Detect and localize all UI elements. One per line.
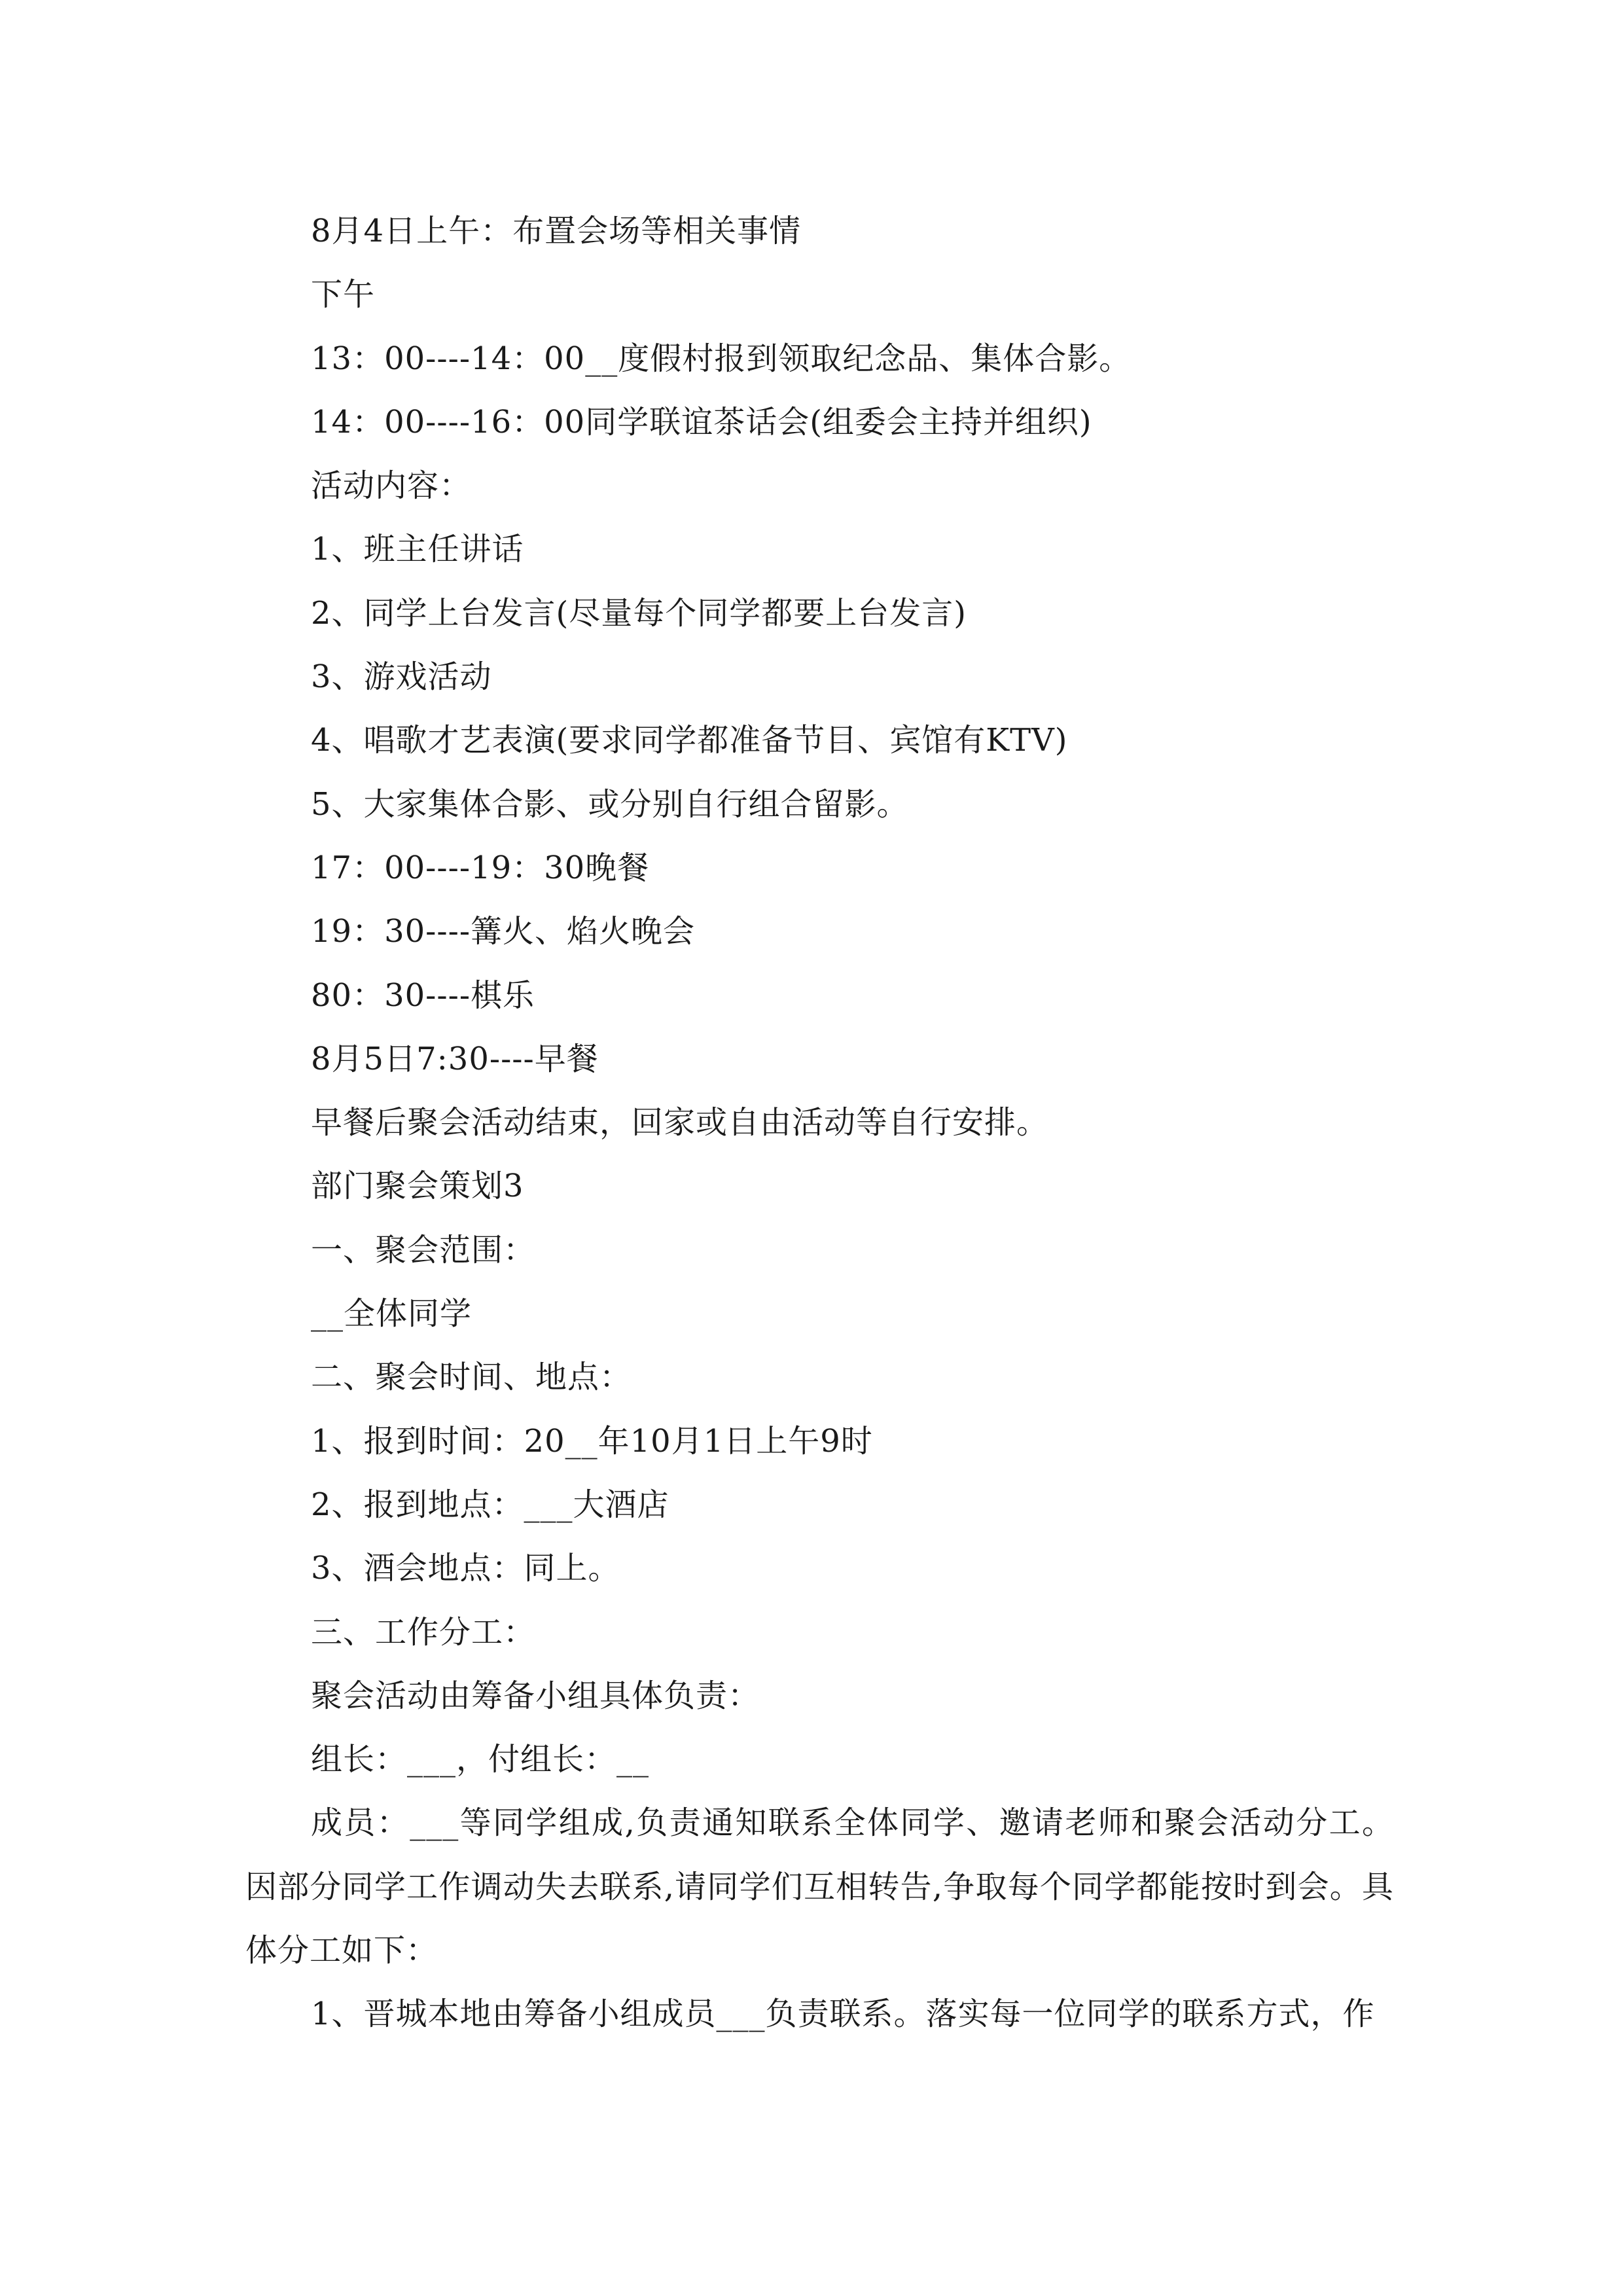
- scope-value: __全体同学: [311, 1295, 473, 1333]
- activity-item-4: 4、唱歌才艺表演(要求同学都准备节目、宾馆有KTV): [311, 722, 1068, 759]
- activity-item-5: 5、大家集体合影、或分别自行组合留影。: [311, 785, 909, 823]
- schedule-bonfire: 19：30----篝火、焰火晚会: [311, 913, 696, 950]
- members-paragraph: 成员：___等同学组成,负责通知联系全体同学、邀请老师和聚会活动分工。因部分同学工作调动失去联系,请同学们互相转告,争取每个同学都能按时到会。具体分工如下：: [245, 1804, 1394, 1969]
- schedule-closing: 早餐后聚会活动结束，回家或自由活动等自行安排。: [311, 1104, 1049, 1141]
- schedule-13-14: 13：00----14：00__度假村报到领取纪念品、集体合影。: [311, 340, 1132, 377]
- schedule-aug5-breakfast: 8月5日7:30----早餐: [311, 1040, 599, 1077]
- heading-time-place: 二、聚会时间、地点：: [311, 1359, 632, 1396]
- schedule-afternoon-heading: 下午: [311, 276, 376, 314]
- schedule-14-16: 14：00----16：00同学联谊茶话会(组委会主持并组织): [311, 403, 1092, 440]
- activity-item-1: 1、班主任讲话: [311, 531, 524, 568]
- document-body: [245, 200, 1394, 2047]
- activity-content-heading: 活动内容：: [311, 467, 472, 505]
- heading-scope: 一、聚会范围：: [311, 1231, 536, 1268]
- schedule-dinner: 17：00----19：30晚餐: [311, 849, 650, 886]
- activity-item-3: 3、游戏活动: [311, 658, 492, 696]
- heading-division-of-work: 三、工作分工：: [311, 1613, 536, 1651]
- group-leaders: 组长：___，付组长：__: [311, 1741, 650, 1778]
- organizing-group: 聚会活动由筹备小组具体负责：: [311, 1677, 760, 1714]
- banquet-place: 3、酒会地点：同上。: [311, 1550, 620, 1587]
- activity-item-2: 2、同学上台发言(尽量每个同学都要上台发言): [311, 594, 967, 632]
- registration-time: 1、报到时间：20__年10月1日上午9时: [311, 1422, 873, 1460]
- schedule-aug4-morning: 8月4日上午：布置会场等相关事情: [311, 213, 802, 249]
- schedule-chess: 80：30----棋乐: [311, 977, 535, 1014]
- duty-item-1: 1、晋城本地由筹备小组成员___负责联系。落实每一位同学的联系方式，作: [311, 1996, 1375, 2033]
- section-title: 部门聚会策划3: [311, 1168, 524, 1205]
- registration-place: 2、报到地点：___大酒店: [311, 1486, 669, 1523]
